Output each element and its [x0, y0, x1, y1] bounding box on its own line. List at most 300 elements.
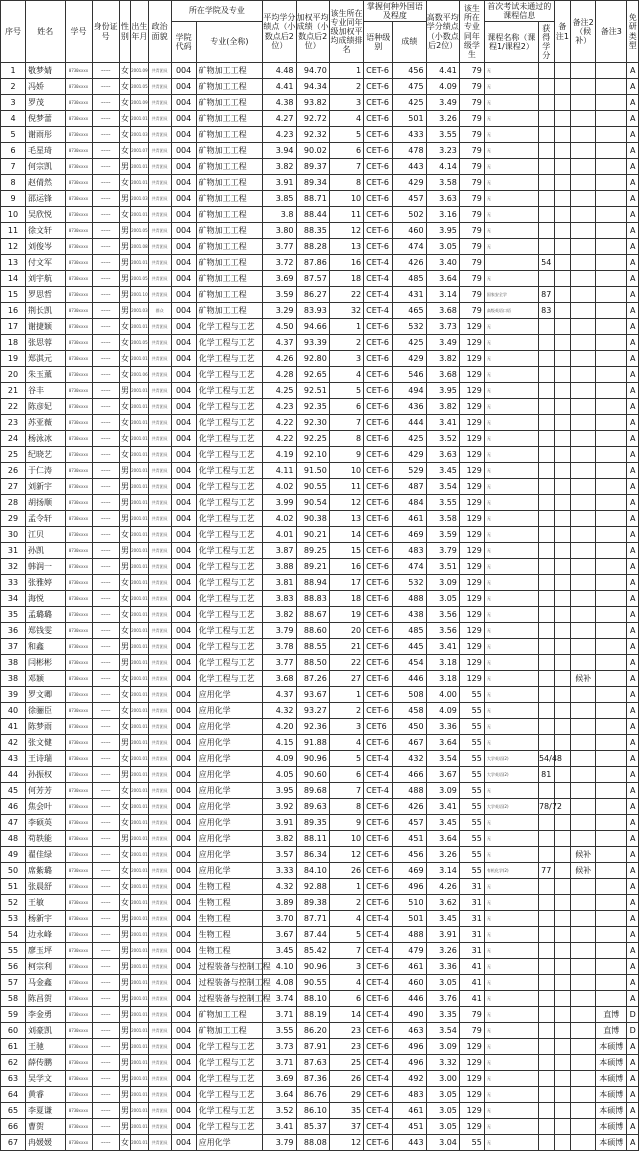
- table-row: [1, 607, 639, 623]
- cell-code: 004: [171, 735, 196, 751]
- cell-w: 92.80: [296, 351, 329, 367]
- cell-sid: 0730xxxx: [65, 863, 92, 879]
- cell-fc: 无: [484, 687, 538, 703]
- cell-fc: 无: [484, 559, 538, 575]
- cell-n2: [571, 1087, 596, 1103]
- cell-g2: 3.00: [426, 1071, 459, 1087]
- cell-birth: 2001.01: [131, 543, 149, 559]
- cell-pol: 共青团员: [148, 879, 171, 895]
- cell-name: 苏亚薇: [25, 415, 65, 431]
- cell-seq: 46: [1, 799, 26, 815]
- cell-sid: 0730xxxx: [65, 319, 92, 335]
- cell-fc: 无: [484, 879, 538, 895]
- cell-fs: [538, 319, 554, 335]
- cell-n1: [554, 367, 571, 383]
- cell-t: A: [627, 95, 639, 111]
- cell-n3: 直博: [596, 1007, 627, 1023]
- table-row: [1, 319, 639, 335]
- cell-gpa: 3.68: [263, 671, 296, 687]
- cell-lang: CET-6: [364, 191, 393, 207]
- cell-gender: 男: [119, 191, 130, 207]
- cell-birth: 2001.01: [131, 351, 149, 367]
- cell-birth: 2001.01: [131, 399, 149, 415]
- cell-fs: [538, 735, 554, 751]
- cell-n2: [571, 927, 596, 943]
- cell-idc: ~~~~: [92, 399, 119, 415]
- cell-n1: [554, 863, 571, 879]
- cell-major: 化学工程与工艺: [196, 367, 263, 383]
- cell-sid: 0730xxxx: [65, 1039, 92, 1055]
- cell-n1: [554, 623, 571, 639]
- cell-code: 004: [171, 207, 196, 223]
- cell-major: 化学工程与工艺: [196, 1071, 263, 1087]
- cell-code: 004: [171, 1023, 196, 1039]
- cell-seq: 47: [1, 815, 26, 831]
- cell-g2: 3.49: [426, 95, 459, 111]
- cell-w: 88.83: [296, 591, 329, 607]
- cell-n2: [571, 559, 596, 575]
- cell-seq: 35: [1, 607, 26, 623]
- cell-rank: 3: [329, 351, 363, 367]
- cell-tot: 79: [459, 223, 484, 239]
- cell-n3: [596, 159, 627, 175]
- cell-n3: [596, 687, 627, 703]
- cell-major: 生物工程: [196, 927, 263, 943]
- cell-n3: [596, 287, 627, 303]
- cell-code: 004: [171, 111, 196, 127]
- cell-fc: 无: [484, 1039, 538, 1055]
- cell-t: A: [627, 1119, 639, 1135]
- cell-fc: 无: [484, 1119, 538, 1135]
- cell-idc: ~~~~: [92, 1071, 119, 1087]
- cell-n1: [554, 143, 571, 159]
- cell-score: 456: [393, 847, 426, 863]
- cell-gpa: 3.69: [263, 1071, 296, 1087]
- cell-fc: 无: [484, 591, 538, 607]
- cell-gender: 男: [119, 463, 130, 479]
- cell-rank: 13: [329, 239, 363, 255]
- cell-gpa: 3.57: [263, 847, 296, 863]
- cell-tot: 129: [459, 1119, 484, 1135]
- col-id-card: 身份证号: [92, 1, 119, 63]
- cell-tot: 55: [459, 815, 484, 831]
- cell-fs: [538, 351, 554, 367]
- cell-g2: 3.54: [426, 479, 459, 495]
- cell-g2: 3.51: [426, 559, 459, 575]
- cell-lang: CET-4: [364, 1007, 393, 1023]
- cell-t: A: [627, 255, 639, 271]
- cell-tot: 55: [459, 735, 484, 751]
- cell-fc: 无: [484, 1103, 538, 1119]
- cell-name: 韩润一: [25, 559, 65, 575]
- cell-birth: 2001.01: [131, 559, 149, 575]
- cell-sid: 0730xxxx: [65, 287, 92, 303]
- cell-gender: 女: [119, 799, 130, 815]
- cell-gpa: 4.02: [263, 511, 296, 527]
- cell-t: A: [627, 239, 639, 255]
- cell-name: 李金勇: [25, 1007, 65, 1023]
- cell-gender: 男: [119, 767, 130, 783]
- cell-n2: [571, 415, 596, 431]
- cell-score: 438: [393, 607, 426, 623]
- col-rank: 该生所在专业同年级加权平均成绩排名: [329, 1, 363, 63]
- cell-fs: [538, 415, 554, 431]
- cell-birth: 2001.01: [131, 1071, 149, 1087]
- cell-rank: 37: [329, 1119, 363, 1135]
- cell-gender: 男: [119, 639, 130, 655]
- cell-birth: 2001.01: [131, 591, 149, 607]
- cell-fc: 无: [484, 95, 538, 111]
- cell-w: 88.10: [296, 991, 329, 1007]
- cell-major: 应用化学: [196, 1135, 263, 1151]
- cell-code: 004: [171, 495, 196, 511]
- cell-n1: [554, 383, 571, 399]
- cell-major: 矿物加工工程: [196, 143, 263, 159]
- cell-w: 90.54: [296, 495, 329, 511]
- cell-name: 谢捷颖: [25, 319, 65, 335]
- cell-pol: 共青团员: [148, 255, 171, 271]
- cell-n3: 本硕博: [596, 1087, 627, 1103]
- cell-lang: CET-6: [364, 527, 393, 543]
- cell-t: A: [627, 831, 639, 847]
- cell-score: 446: [393, 991, 426, 1007]
- cell-fc: 无: [484, 623, 538, 639]
- cell-code: 004: [171, 639, 196, 655]
- cell-n1: [554, 159, 571, 175]
- cell-birth: 2001.01: [131, 607, 149, 623]
- cell-t: A: [627, 703, 639, 719]
- cell-g2: 3.05: [426, 591, 459, 607]
- cell-lang: CET-4: [364, 975, 393, 991]
- cell-seq: 53: [1, 911, 26, 927]
- cell-w: 89.37: [296, 159, 329, 175]
- cell-name: 柯宗利: [25, 959, 65, 975]
- cell-pol: 共青团员: [148, 111, 171, 127]
- col-total-students: 该生所在专业同年级学生: [459, 1, 484, 63]
- cell-name: 孟璐璐: [25, 607, 65, 623]
- cell-name: 杨泳冰: [25, 431, 65, 447]
- cell-tot: 129: [459, 607, 484, 623]
- cell-gender: 男: [119, 479, 130, 495]
- cell-fc: 无: [484, 399, 538, 415]
- cell-g2: 3.41: [426, 415, 459, 431]
- cell-seq: 9: [1, 191, 26, 207]
- cell-name: 谷丰: [25, 383, 65, 399]
- cell-w: 86.34: [296, 847, 329, 863]
- cell-score: 465: [393, 303, 426, 319]
- cell-t: A: [627, 975, 639, 991]
- cell-rank: 12: [329, 1135, 363, 1151]
- cell-name: 吴学文: [25, 1071, 65, 1087]
- cell-seq: 62: [1, 1055, 26, 1071]
- cell-sid: 0730xxxx: [65, 1007, 92, 1023]
- cell-sid: 0730xxxx: [65, 703, 92, 719]
- cell-w: 88.44: [296, 207, 329, 223]
- cell-seq: 61: [1, 1039, 26, 1055]
- cell-tot: 55: [459, 1135, 484, 1151]
- cell-birth: 2001.06: [131, 367, 149, 383]
- cell-tot: 129: [459, 527, 484, 543]
- cell-gpa: 3.77: [263, 239, 296, 255]
- cell-n1: [554, 127, 571, 143]
- cell-name: 罗茂: [25, 95, 65, 111]
- cell-gender: 男: [119, 831, 130, 847]
- cell-gpa: 3.81: [263, 575, 296, 591]
- cell-name: 罗文卿: [25, 687, 65, 703]
- cell-n2: [571, 351, 596, 367]
- cell-sid: 0730xxxx: [65, 415, 92, 431]
- cell-sid: 0730xxxx: [65, 575, 92, 591]
- cell-pol: 共青团员: [148, 143, 171, 159]
- cell-seq: 5: [1, 127, 26, 143]
- cell-sid: 0730xxxx: [65, 991, 92, 1007]
- cell-gender: 女: [119, 751, 130, 767]
- cell-code: 004: [171, 1039, 196, 1055]
- cell-idc: ~~~~: [92, 95, 119, 111]
- cell-birth: 2001.01: [131, 687, 149, 703]
- cell-score: 532: [393, 575, 426, 591]
- cell-lang: CET-4: [364, 1071, 393, 1087]
- cell-g2: 3.40: [426, 255, 459, 271]
- cell-fc: 无: [484, 959, 538, 975]
- cell-score: 445: [393, 639, 426, 655]
- cell-n3: [596, 895, 627, 911]
- table-row: [1, 911, 639, 927]
- cell-gender: 女: [119, 607, 130, 623]
- cell-w: 89.34: [296, 175, 329, 191]
- cell-n2: [571, 287, 596, 303]
- cell-gpa: 4.37: [263, 335, 296, 351]
- cell-major: 矿物加工工程: [196, 175, 263, 191]
- cell-rank: 8: [329, 799, 363, 815]
- cell-pol: 共青团员: [148, 191, 171, 207]
- cell-t: A: [627, 847, 639, 863]
- cell-birth: 2001.01: [131, 159, 149, 175]
- cell-sid: 0730xxxx: [65, 207, 92, 223]
- cell-n3: 本硕博: [596, 1103, 627, 1119]
- cell-w: 88.71: [296, 191, 329, 207]
- cell-idc: ~~~~: [92, 1119, 119, 1135]
- cell-n1: [554, 1023, 571, 1039]
- cell-n3: [596, 191, 627, 207]
- cell-t: A: [627, 1135, 639, 1151]
- cell-fc: 无: [484, 991, 538, 1007]
- table-row: [1, 511, 639, 527]
- table-body: [1, 63, 639, 1151]
- cell-score: 502: [393, 207, 426, 223]
- cell-t: A: [627, 191, 639, 207]
- cell-name: 王敏: [25, 895, 65, 911]
- cell-fs: [538, 191, 554, 207]
- cell-score: 487: [393, 479, 426, 495]
- cell-major: 应用化学: [196, 719, 263, 735]
- cell-t: A: [627, 751, 639, 767]
- cell-gender: 男: [119, 287, 130, 303]
- cell-g2: 3.49: [426, 335, 459, 351]
- cell-w: 90.96: [296, 751, 329, 767]
- cell-score: 469: [393, 527, 426, 543]
- cell-fs: [538, 1023, 554, 1039]
- cell-sid: 0730xxxx: [65, 783, 92, 799]
- cell-n2: [571, 623, 596, 639]
- cell-pol: 共青团员: [148, 479, 171, 495]
- cell-pol: 共青团员: [148, 655, 171, 671]
- cell-birth: 2001.01: [131, 943, 149, 959]
- cell-seq: 67: [1, 1135, 26, 1151]
- cell-gender: 男: [119, 159, 130, 175]
- table-row: [1, 95, 639, 111]
- cell-birth: 2001.01: [131, 207, 149, 223]
- cell-pol: 共青团员: [148, 783, 171, 799]
- cell-major: 应用化学: [196, 863, 263, 879]
- cell-n2: [571, 1135, 596, 1151]
- cell-gender: 女: [119, 623, 130, 639]
- cell-fc: 无: [484, 1071, 538, 1087]
- cell-seq: 48: [1, 831, 26, 847]
- cell-t: A: [627, 511, 639, 527]
- cell-fs: 54/48: [538, 751, 554, 767]
- col-name: 姓名: [25, 1, 65, 63]
- cell-n1: [554, 639, 571, 655]
- cell-tot: 31: [459, 879, 484, 895]
- cell-t: A: [627, 415, 639, 431]
- cell-rank: 11: [329, 479, 363, 495]
- cell-w: 83.93: [296, 303, 329, 319]
- table-row: [1, 367, 639, 383]
- cell-seq: 18: [1, 335, 26, 351]
- cell-g2: 4.26: [426, 879, 459, 895]
- cell-n3: [596, 415, 627, 431]
- cell-name: 徐文轩: [25, 223, 65, 239]
- cell-sid: 0730xxxx: [65, 255, 92, 271]
- cell-n3: [596, 751, 627, 767]
- cell-gpa: 4.09: [263, 751, 296, 767]
- cell-code: 004: [171, 543, 196, 559]
- cell-major: 化学工程与工艺: [196, 415, 263, 431]
- cell-lang: CET-6: [364, 79, 393, 95]
- cell-seq: 14: [1, 271, 26, 287]
- cell-pol: 共青团员: [148, 671, 171, 687]
- cell-pol: 共青团员: [148, 127, 171, 143]
- cell-idc: ~~~~: [92, 383, 119, 399]
- cell-tot: 129: [459, 335, 484, 351]
- cell-major: 矿物加工工程: [196, 159, 263, 175]
- cell-pol: 共青团员: [148, 159, 171, 175]
- cell-gpa: 4.48: [263, 63, 296, 79]
- cell-w: 87.86: [296, 255, 329, 271]
- cell-seq: 1: [1, 63, 26, 79]
- cell-seq: 58: [1, 991, 26, 1007]
- cell-gender: 女: [119, 79, 130, 95]
- cell-idc: ~~~~: [92, 127, 119, 143]
- cell-name: 于仁涛: [25, 463, 65, 479]
- cell-pol: 共青团员: [148, 1007, 171, 1023]
- cell-fs: [538, 559, 554, 575]
- cell-score: 483: [393, 543, 426, 559]
- cell-code: 004: [171, 575, 196, 591]
- cell-major: 矿物加工工程: [196, 255, 263, 271]
- cell-sid: 0730xxxx: [65, 399, 92, 415]
- cell-rank: 20: [329, 623, 363, 639]
- cell-rank: 6: [329, 767, 363, 783]
- cell-birth: 2001.01: [131, 575, 149, 591]
- cell-lang: CET-6: [364, 479, 393, 495]
- cell-seq: 57: [1, 975, 26, 991]
- cell-tot: 129: [459, 463, 484, 479]
- cell-lang: CET6: [364, 719, 393, 735]
- cell-birth: 2001.03: [131, 191, 149, 207]
- cell-pol: 共青团员: [148, 991, 171, 1007]
- cell-n3: [596, 575, 627, 591]
- cell-code: 004: [171, 287, 196, 303]
- cell-g2: 3.58: [426, 511, 459, 527]
- cell-fc: 无: [484, 447, 538, 463]
- cell-n3: [596, 671, 627, 687]
- cell-lang: CET-4: [364, 303, 393, 319]
- cell-score: 429: [393, 447, 426, 463]
- cell-g2: 4.14: [426, 159, 459, 175]
- cell-n1: [554, 735, 571, 751]
- cell-pol: 共青团员: [148, 623, 171, 639]
- col-failed-score: 获得学分: [538, 22, 554, 63]
- cell-gender: 男: [119, 911, 130, 927]
- cell-pol: 共青团员: [148, 463, 171, 479]
- cell-pol: 共青团员: [148, 287, 171, 303]
- table-row: [1, 479, 639, 495]
- table-row: [1, 351, 639, 367]
- cell-score: 450: [393, 719, 426, 735]
- cell-pol: 共青团员: [148, 927, 171, 943]
- cell-idc: ~~~~: [92, 767, 119, 783]
- cell-pol: 共青团员: [148, 831, 171, 847]
- cell-fc: 大学英语(2): [484, 799, 538, 815]
- cell-n1: [554, 815, 571, 831]
- cell-w: 85.42: [296, 943, 329, 959]
- cell-name: 海悦: [25, 591, 65, 607]
- cell-idc: ~~~~: [92, 463, 119, 479]
- cell-tot: 129: [459, 399, 484, 415]
- cell-fs: [538, 335, 554, 351]
- cell-tot: 129: [459, 591, 484, 607]
- col-failed-course: 课程名称（课程1/课程2）: [484, 22, 538, 63]
- cell-code: 004: [171, 159, 196, 175]
- cell-t: A: [627, 607, 639, 623]
- cell-name: 王诗瑞: [25, 751, 65, 767]
- cell-t: A: [627, 431, 639, 447]
- cell-name: 黄睿: [25, 1087, 65, 1103]
- cell-fs: [538, 367, 554, 383]
- cell-sid: 0730xxxx: [65, 367, 92, 383]
- cell-pol: 共青团员: [148, 703, 171, 719]
- cell-birth: 2001.08: [131, 239, 149, 255]
- cell-fc: 无: [484, 463, 538, 479]
- table-row: [1, 719, 639, 735]
- cell-gpa: 4.28: [263, 367, 296, 383]
- cell-tot: 55: [459, 767, 484, 783]
- cell-n1: [554, 495, 571, 511]
- cell-n3: [596, 559, 627, 575]
- cell-rank: 4: [329, 367, 363, 383]
- cell-idc: ~~~~: [92, 911, 119, 927]
- cell-score: 488: [393, 591, 426, 607]
- cell-pol: 共青团员: [148, 1039, 171, 1055]
- cell-fc: 无: [484, 607, 538, 623]
- cell-lang: CET-6: [364, 223, 393, 239]
- cell-sid: 0730xxxx: [65, 655, 92, 671]
- cell-n1: [554, 527, 571, 543]
- cell-rank: 13: [329, 511, 363, 527]
- cell-t: A: [627, 639, 639, 655]
